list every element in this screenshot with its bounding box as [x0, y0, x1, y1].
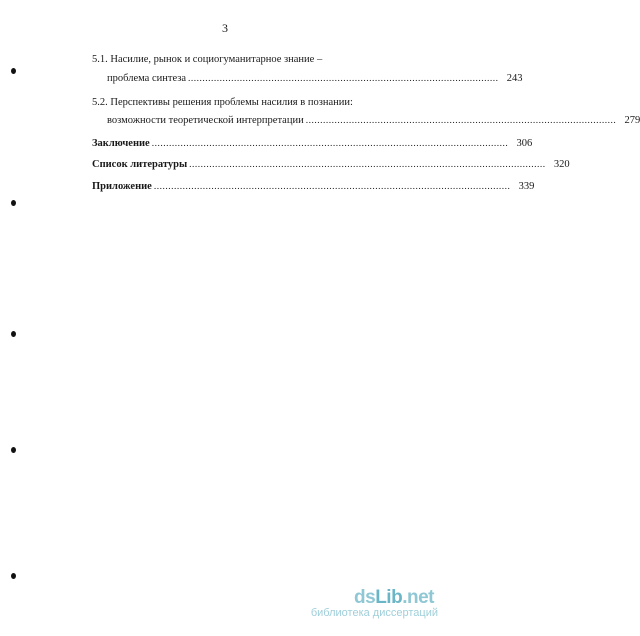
punch-hole: [11, 331, 16, 337]
punch-hole: [11, 68, 16, 74]
toc-entry-appendix: [92, 180, 535, 194]
toc-entry-5-1-page: 243: [506, 73, 523, 84]
page-number: 3: [222, 21, 228, 35]
toc-entry-references-page: 320: [553, 159, 570, 170]
dot-leader: ............................................................................................................................: [189, 160, 546, 170]
watermark-logo: dsLib.net: [354, 587, 434, 608]
toc-entry-appendix-label: Приложение: [92, 181, 152, 192]
toc-entry-5-2-continuation: возможности теоретической интерпретации: [107, 115, 304, 126]
toc-entry-5-1: [107, 72, 523, 86]
toc-entry-5-2: [107, 114, 640, 128]
punch-hole: [11, 573, 16, 579]
toc-entry-5-1-title: 5.1. Насилие, рынок и социогуманитарное знание –: [92, 54, 323, 65]
punch-hole: [11, 447, 16, 453]
dot-leader: ............................................................................................................................: [151, 139, 509, 149]
dot-leader: ............................................................................................................: [188, 74, 499, 84]
toc-entry-conclusion: [92, 137, 533, 151]
dot-leader: ............................................................................................................................: [153, 182, 511, 192]
watermark: [262, 585, 442, 625]
toc-entry-references-label: Список литературы: [92, 159, 188, 170]
toc-entry-references: [92, 158, 570, 172]
punch-hole: [11, 200, 16, 206]
dot-leader: ............................................................................................................: [305, 116, 617, 126]
toc-entry-5-2-title: 5.2. Перспективы решения проблемы насилия в познании:: [92, 97, 353, 108]
toc-entry-5-2-page: 279: [624, 115, 640, 126]
toc-entry-appendix-page: 339: [518, 181, 535, 192]
toc-entry-conclusion-label: Заключение: [92, 138, 150, 149]
watermark-subtitle: библиотека диссертаций: [310, 607, 438, 619]
toc-entry-5-1-continuation: проблема синтеза: [107, 73, 187, 84]
toc-entry-conclusion-page: 306: [516, 138, 533, 149]
